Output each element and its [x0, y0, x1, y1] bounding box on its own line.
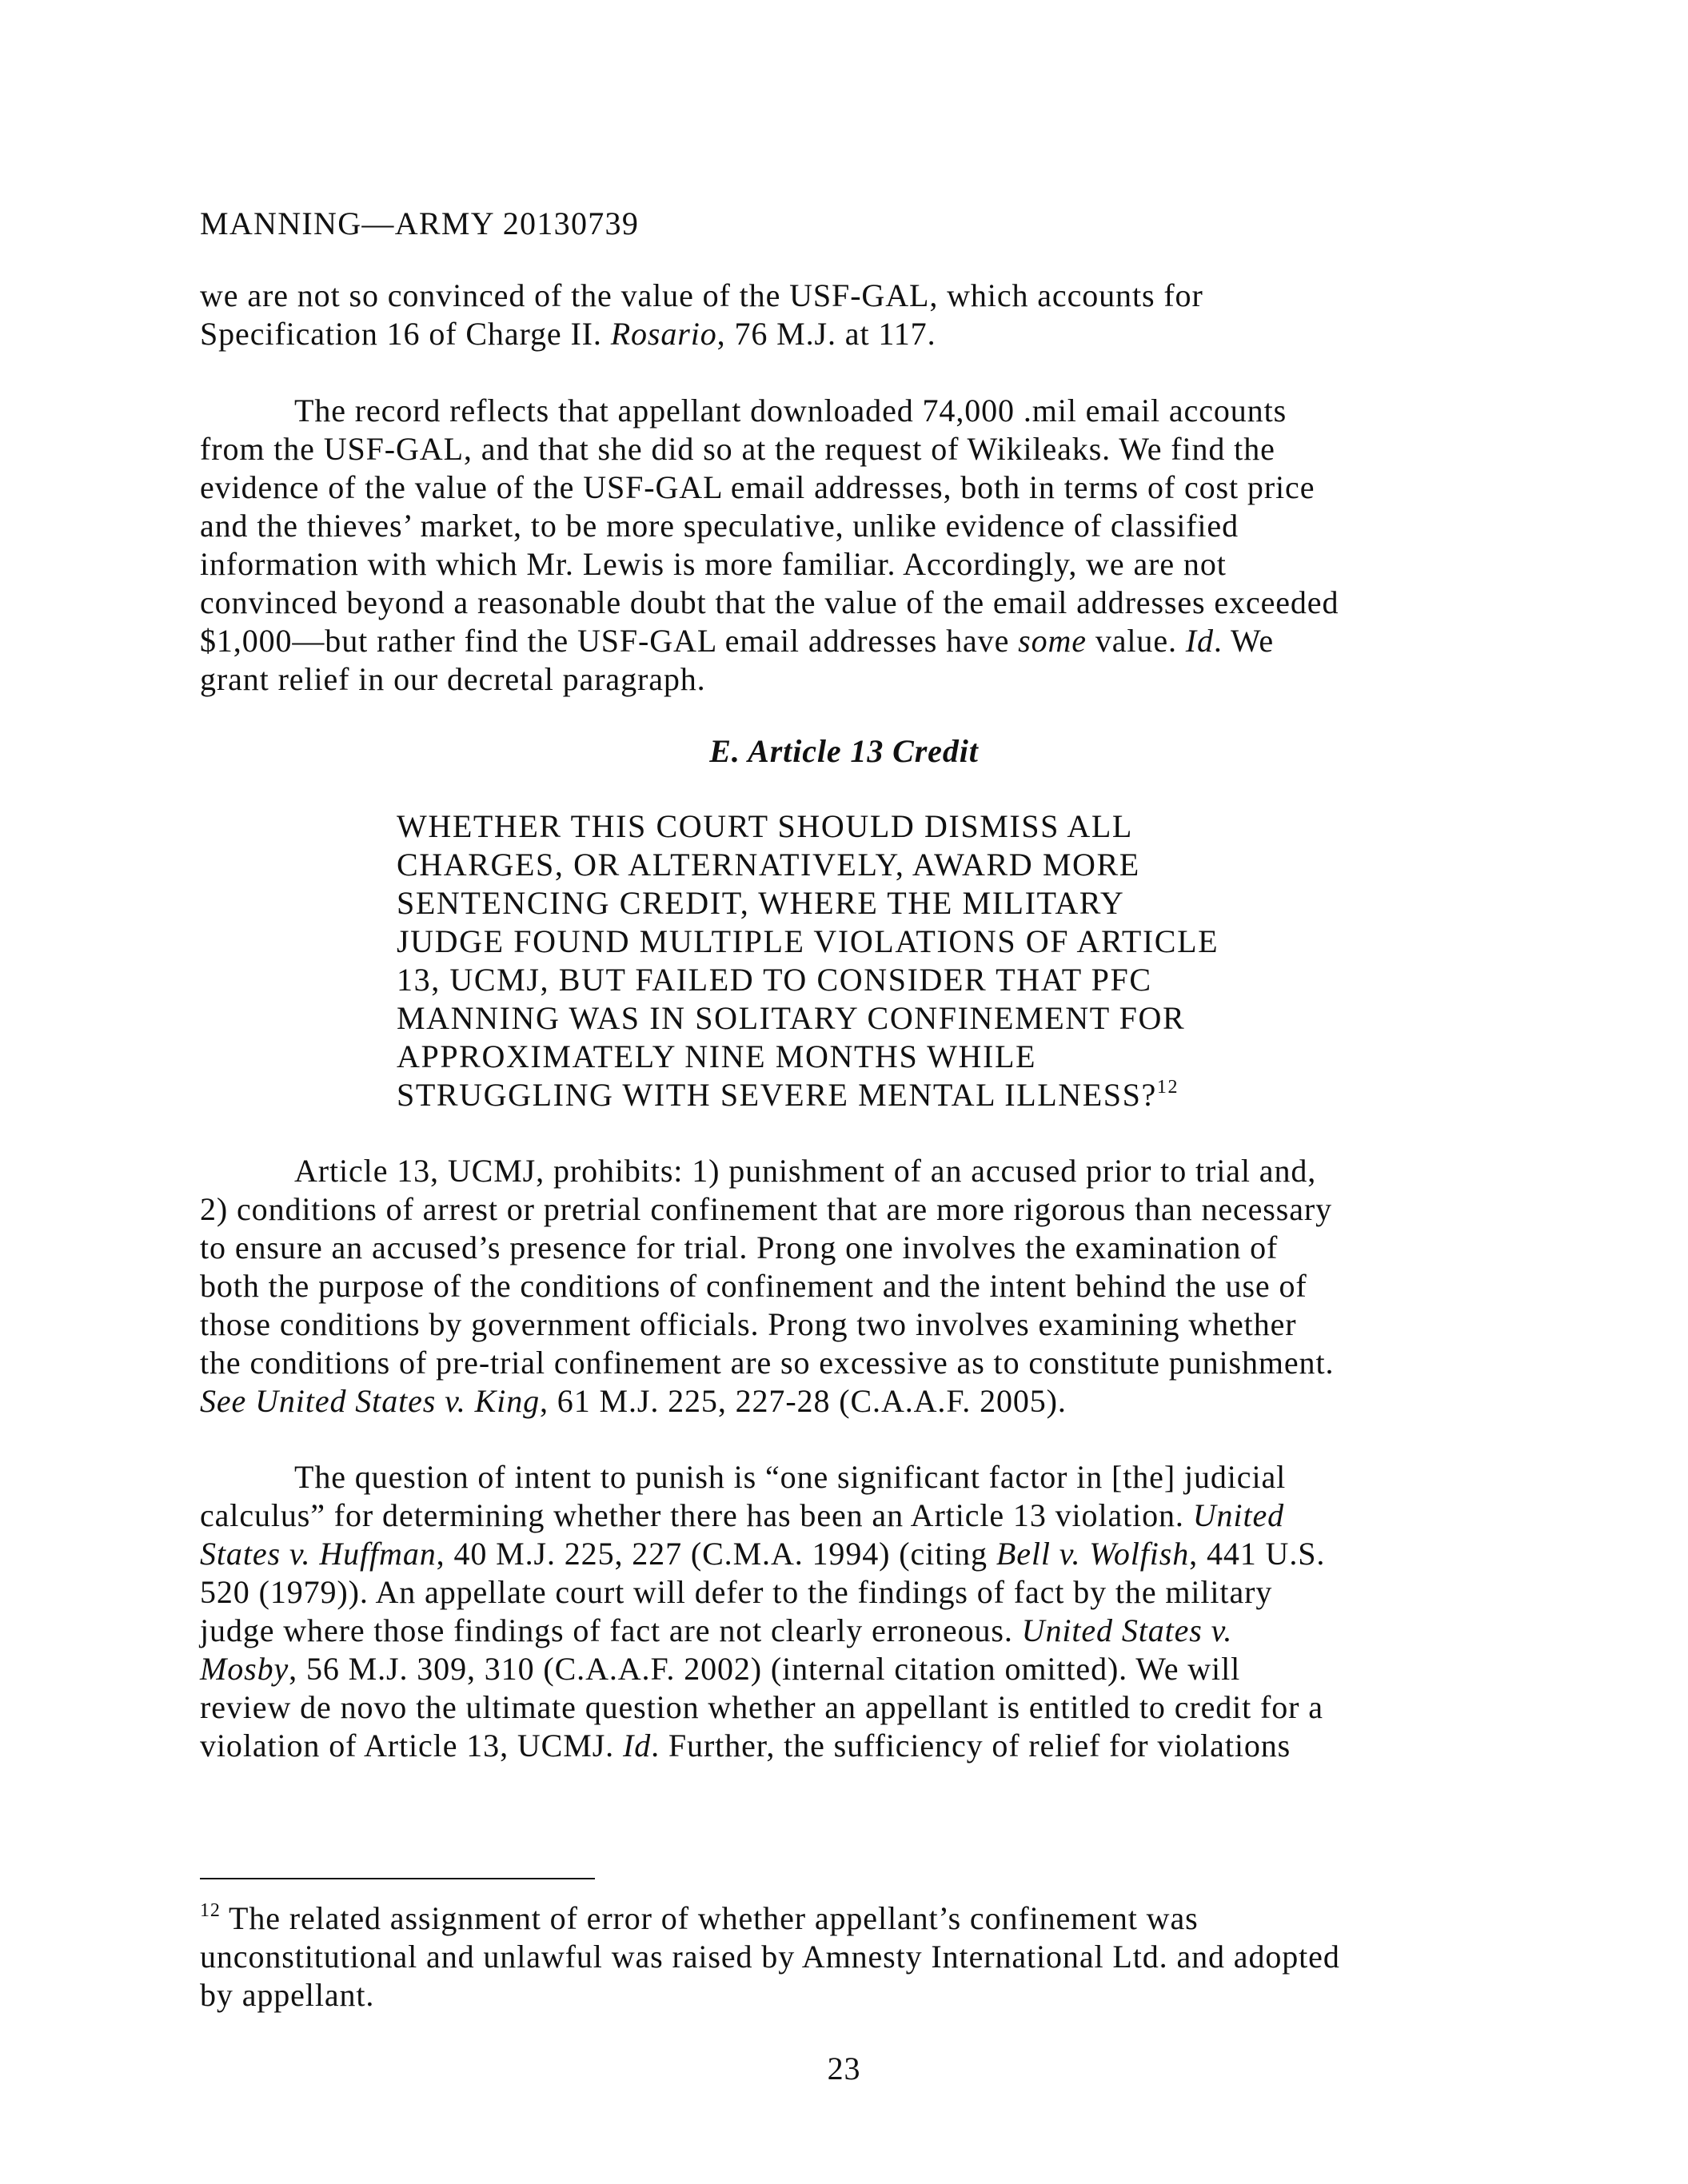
footnote-marker: 12 [200, 1900, 221, 1921]
p4-line: calculus” for determining whether there has been an Article 13 violation. United [200, 1497, 1285, 1533]
footnote-separator [200, 1878, 595, 1879]
p4-line: States v. Huffman, 40 M.J. 225, 227 (C.M.A. 1994) (citing Bell v. Wolfish, 441 U.S. [200, 1536, 1326, 1572]
quote-line: MANNING WAS IN SOLITARY CONFINEMENT FOR [397, 1000, 1186, 1036]
p3-line: to ensure an accused’s presence for trial. Prong one involves the examination of [200, 1229, 1279, 1265]
footnote-marker: 12 [1156, 1077, 1179, 1098]
p2-line: and the thieves’ market, to be more speculative, unlike evidence of classified [200, 508, 1239, 544]
paragraph-intent-to-punish [200, 1458, 1495, 1765]
footnote-line: unconstitutional and unlawful was raised by Amnesty International Ltd. and adopted [200, 1939, 1340, 1975]
p3-line: 2) conditions of arrest or pretrial confinement that are more rigorous than necessary [200, 1191, 1333, 1227]
p2-line: information with which Mr. Lewis is more familiar. Accordingly, we are not [200, 546, 1227, 582]
p4-line: violation of Article 13, UCMJ. Id. Further, the sufficiency of relief for violations [200, 1728, 1291, 1764]
p2-line: evidence of the value of the USF-GAL email addresses, both in terms of cost price [200, 469, 1315, 505]
p3-line: Article 13, UCMJ, prohibits: 1) punishment of an accused prior to trial and, [294, 1153, 1317, 1189]
paragraph-record-reflects [200, 392, 1495, 699]
assignment-of-error-quote [397, 807, 1356, 1114]
paragraph-value-usf-gal [200, 277, 1495, 353]
quote-line: APPROXIMATELY NINE MONTHS WHILE [397, 1038, 1037, 1074]
footnote-line: by appellant. [200, 1977, 375, 2013]
quote-line: 13, UCMJ, BUT FAILED TO CONSIDER THAT PFC [397, 962, 1152, 998]
footnote-line: $^{12}$ The related assignment of error of whether appellant’s confinement was [200, 1900, 1199, 1936]
quote-line: CHARGES, OR ALTERNATIVELY, AWARD MORE [397, 847, 1140, 883]
p3-line: both the purpose of the conditions of confinement and the intent behind the use of [200, 1268, 1307, 1304]
p2-line: convinced beyond a reasonable doubt that the value of the email addresses exceeded [200, 584, 1339, 620]
p1-line: we are not so convinced of the value of the USF-GAL, which accounts for [200, 277, 1203, 313]
p4-line: Mosby, 56 M.J. 309, 310 (C.A.A.F. 2002) (internal citation omitted). We will [200, 1651, 1241, 1687]
p1-line: Specification 16 of Charge II. Rosario, 76 M.J. at 117. [200, 316, 936, 352]
p3-line: the conditions of pre-trial confinement are so excessive as to constitute punishment. [200, 1345, 1335, 1381]
p3-line: those conditions by government officials. Prong two involves examining whether [200, 1306, 1297, 1342]
p4-line: judge where those findings of fact are not clearly erroneous. United States v. [200, 1612, 1233, 1648]
quote-line: WHETHER THIS COURT SHOULD DISMISS ALL [397, 808, 1133, 844]
section-heading: E. Article 13 Credit [709, 733, 979, 769]
p4-line: The question of intent to punish is “one significant factor in [the] judicial [294, 1459, 1287, 1495]
p2-line: The record reflects that appellant downloaded 74,000 .mil email accounts [294, 393, 1287, 428]
page-number: 23 [827, 2050, 861, 2086]
p4-line: 520 (1979)). An appellate court will defer to the findings of fact by the military [200, 1574, 1273, 1610]
quote-line: SENTENCING CREDIT, WHERE THE MILITARY [397, 885, 1125, 921]
p2-line: $1,000—but rather find the USF-GAL email addresses have some value. Id. We [200, 623, 1275, 659]
footnote-12 [200, 1899, 1495, 2015]
p3-line: See United States v. King, 61 M.J. 225, 227-28 (C.A.A.F. 2005). [200, 1383, 1067, 1419]
p4-line: review de novo the ultimate question whether an appellant is entitled to credit for a [200, 1689, 1323, 1725]
p2-line: grant relief in our decretal paragraph. [200, 661, 706, 697]
p2-line: from the USF-GAL, and that she did so at the request of Wikileaks. We find the [200, 431, 1275, 467]
quote-line: JUDGE FOUND MULTIPLE VIOLATIONS OF ARTICLE [397, 923, 1219, 959]
quote-line: STRUGGLING WITH SEVERE MENTAL ILLNESS?$^{12}$ [397, 1077, 1179, 1113]
paragraph-article-13-prohibits [200, 1152, 1495, 1421]
case-header: MANNING—ARMY 20130739 [200, 205, 640, 241]
